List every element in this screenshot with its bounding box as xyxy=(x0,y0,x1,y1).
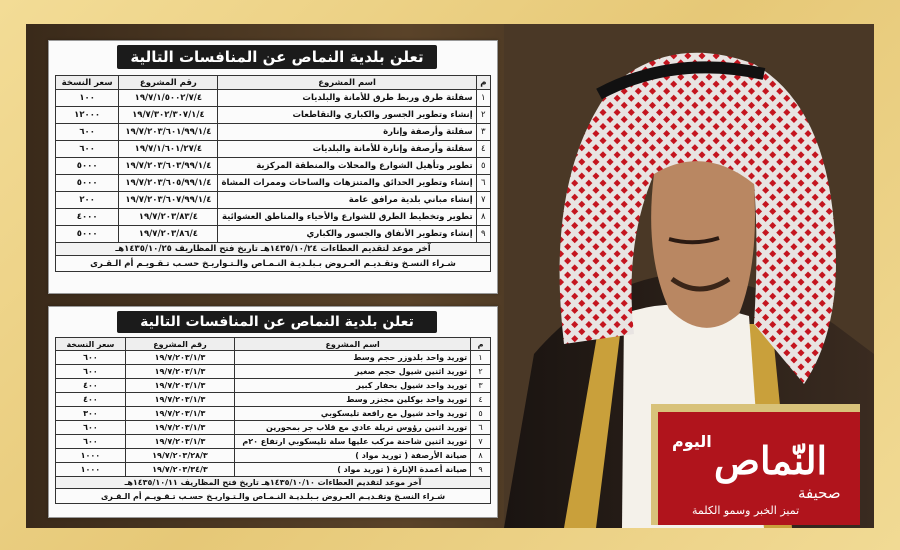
project-number: ١٩/٧/٢٠٣/١/٣ xyxy=(125,351,234,365)
project-number: ١٩/٧/٢٠٣/١/٣ xyxy=(125,435,234,449)
header-project-name: اسم المشروع xyxy=(235,338,471,351)
copy-price: ٥٠٠٠ xyxy=(56,158,119,175)
deadline-note: آخر موعد لتقديم العطاءات ١٤٣٥/١٠/١٠هـ تاريخ فتح المظاريف ١٤٣٥/١٠/١١هـ xyxy=(56,477,491,489)
row-number: ٣ xyxy=(471,379,491,393)
project-number: ١٩/٧/١/٥٠٠٢/٧/٤ xyxy=(119,90,218,107)
copy-price: ٥٠٠٠ xyxy=(56,175,119,192)
table-row xyxy=(56,407,491,421)
project-number: ١٩/٧/٢٠٣/٣٤/٣ xyxy=(125,463,234,477)
project-number: ١٩/٧/٢٠٣/١/٣ xyxy=(125,407,234,421)
table-row xyxy=(56,351,491,365)
project-number: ١٩/٧/٢٠٣/١/٣ xyxy=(125,379,234,393)
project-number: ١٩/٧/٢٠٣/٦٠٣/٩٩/١/٤ xyxy=(119,158,218,175)
table-row xyxy=(56,393,491,407)
copy-price: ٦٠٠ xyxy=(56,421,126,435)
logo-tagline: تميز الخبر وسمو الكلمة xyxy=(692,504,800,517)
copy-price: ٣٠٠ xyxy=(56,407,126,421)
project-name: إنشاء وتطوير الجسور والكباري والتقاطعات xyxy=(218,107,476,124)
table-row xyxy=(56,107,491,124)
table-row xyxy=(56,141,491,158)
table-row xyxy=(56,124,491,141)
purchase-note: شـراء النسـخ وتقـديـم العـروض بـبلـديـة النـمـاص والـتـواريـخ حسـب تـقـويـم أم الـقـرى xyxy=(56,489,491,504)
project-name: تطوير وتأهيل الشوارع والمحلات والمنطقة المركزية xyxy=(218,158,476,175)
project-number: ١٩/٧/٢٠٣/١/٣ xyxy=(125,421,234,435)
project-name: سفلتة وأرصفة وإنارة للأمانة والبلديات xyxy=(218,141,476,158)
project-name: صيانة أعمدة الإنارة ( توريد مواد ) xyxy=(235,463,471,477)
tender-announcement-1 xyxy=(48,40,498,294)
row-number: ٨ xyxy=(476,209,490,226)
copy-price: ١٠٠٠ xyxy=(56,449,126,463)
copy-price: ٤٠٠ xyxy=(56,379,126,393)
header-copy-price: سعر النسخة xyxy=(56,338,126,351)
header-project-name: اسم المشروع xyxy=(218,76,476,90)
project-name: توريد واحد بلدوزر حجم وسط xyxy=(235,351,471,365)
purchase-note: شـراء النسـخ وتقـديـم العـروض بـبلـديـة النـمـاص والـتـواريـخ حسـب تـقـويـم أم الـقـرى xyxy=(56,256,491,272)
table-row xyxy=(56,192,491,209)
table-row xyxy=(56,226,491,243)
deadline-note: آخر موعد لتقديم العطاءات ١٤٣٥/١٠/٢٤هـ تاريخ فتح المظاريف ١٤٣٥/١٠/٢٥هـ xyxy=(56,243,491,256)
row-number: ٧ xyxy=(471,435,491,449)
project-name: توريد واحد شيول مع رافعة تليسكوبي xyxy=(235,407,471,421)
copy-price: ٦٠٠ xyxy=(56,124,119,141)
project-name: صيانة الأرصفة ( توريد مواد ) xyxy=(235,449,471,463)
row-number: ١ xyxy=(471,351,491,365)
header-project-number: رقم المشروع xyxy=(125,338,234,351)
row-number: ٥ xyxy=(471,407,491,421)
copy-price: ٢٠٠ xyxy=(56,192,119,209)
project-name: إنشاء وتطوير الأنفاق والجسور والكباري xyxy=(218,226,476,243)
copy-price: ٥٠٠٠ xyxy=(56,226,119,243)
row-number: ١ xyxy=(476,90,490,107)
project-name: سفلتة طرق وربط طرق للأمانة والبلديات xyxy=(218,90,476,107)
project-number: ١٩/٧/٢٠٣/٦٠١/٩٩/١/٤ xyxy=(119,124,218,141)
project-number: ١٩/٧/٢٠٣/٦٠٥/٩٩/١/٤ xyxy=(119,175,218,192)
project-number: ١٩/٧/٢٠٣/٨٦/٤ xyxy=(119,226,218,243)
table-row xyxy=(56,175,491,192)
header-number: م xyxy=(471,338,491,351)
project-number: ١٩/٧/٢٠٣/٢٨/٣ xyxy=(125,449,234,463)
row-number: ٢ xyxy=(476,107,490,124)
row-number: ٨ xyxy=(471,449,491,463)
table-row xyxy=(56,379,491,393)
copy-price: ٦٠٠ xyxy=(56,141,119,158)
header-copy-price: سعر النسخة xyxy=(56,76,119,90)
project-number: ١٩/٧/٢٠٣/١/٣ xyxy=(125,393,234,407)
table-row xyxy=(56,449,491,463)
table-row xyxy=(56,421,491,435)
copy-price: ٦٠٠ xyxy=(56,351,126,365)
row-number: ٧ xyxy=(476,192,490,209)
row-number: ٤ xyxy=(471,393,491,407)
project-name: توريد واحد بوكلين مجنزر وسط xyxy=(235,393,471,407)
row-number: ٦ xyxy=(471,421,491,435)
copy-price: ١٢٠٠٠ xyxy=(56,107,119,124)
tender-table xyxy=(55,75,491,272)
table-row xyxy=(56,463,491,477)
header-project-number: رقم المشروع xyxy=(119,76,218,90)
row-number: ٢ xyxy=(471,365,491,379)
project-number: ١٩/٧/٢٠٣/١/٣ xyxy=(125,365,234,379)
project-name: تطوير وتخطيط الطرق للشوارع والأحياء والمناطق العشوائية xyxy=(218,209,476,226)
row-number: ٦ xyxy=(476,175,490,192)
logo-name: النّماص xyxy=(714,438,828,483)
logo-panel xyxy=(658,412,860,525)
table-row xyxy=(56,209,491,226)
tender-announcement-2 xyxy=(48,306,498,518)
header-number: م xyxy=(476,76,490,90)
table-row xyxy=(56,158,491,175)
project-number: ١٩/٧/٢٠٣/٨٣/٤ xyxy=(119,209,218,226)
copy-price: ٤٠٠٠ xyxy=(56,209,119,226)
announcement-title: تعلن بلدية النماص عن المنافسات التالية xyxy=(117,311,437,333)
copy-price: ٦٠٠ xyxy=(56,365,126,379)
project-name: توريد اثنين رؤوس تريلة عادي مع قلاب جر بمحورين xyxy=(235,421,471,435)
project-name: إنشاء وتطوير الحدائق والمتنزهات والساحات وممرات المشاة xyxy=(218,175,476,192)
newspaper-logo xyxy=(651,404,860,525)
row-number: ٣ xyxy=(476,124,490,141)
row-number: ٤ xyxy=(476,141,490,158)
project-name: توريد اثنين شيول حجم صغير xyxy=(235,365,471,379)
project-name: توريد واحد شيول بحفار كبير xyxy=(235,379,471,393)
table-row xyxy=(56,435,491,449)
copy-price: ٤٠٠ xyxy=(56,393,126,407)
project-name: توريد اثنين شاحنة مركب عليها سلة تليسكوبي ارتفاع ٢٠م xyxy=(235,435,471,449)
logo-word-newspaper: صحيفة xyxy=(798,484,841,502)
tender-table xyxy=(55,337,491,504)
logo-word-today: اليوم xyxy=(672,432,712,451)
project-number: ١٩/٧/٢٠٣/٦٠٧/٩٩/١/٤ xyxy=(119,192,218,209)
row-number: ٩ xyxy=(471,463,491,477)
project-name: إنشاء مباني بلدية مرافق عامة xyxy=(218,192,476,209)
table-row xyxy=(56,365,491,379)
project-number: ١٩/٧/١/٦٠١/٢٧/٤ xyxy=(119,141,218,158)
copy-price: ١٠٠ xyxy=(56,90,119,107)
row-number: ٥ xyxy=(476,158,490,175)
row-number: ٩ xyxy=(476,226,490,243)
copy-price: ١٠٠٠ xyxy=(56,463,126,477)
table-row xyxy=(56,90,491,107)
copy-price: ٦٠٠ xyxy=(56,435,126,449)
announcement-title: تعلن بلدية النماص عن المنافسات التالية xyxy=(117,45,437,69)
project-name: سفلتة وأرصفة وإنارة xyxy=(218,124,476,141)
project-number: ١٩/٧/٣٠٢/٣٠٧/١/٤ xyxy=(119,107,218,124)
